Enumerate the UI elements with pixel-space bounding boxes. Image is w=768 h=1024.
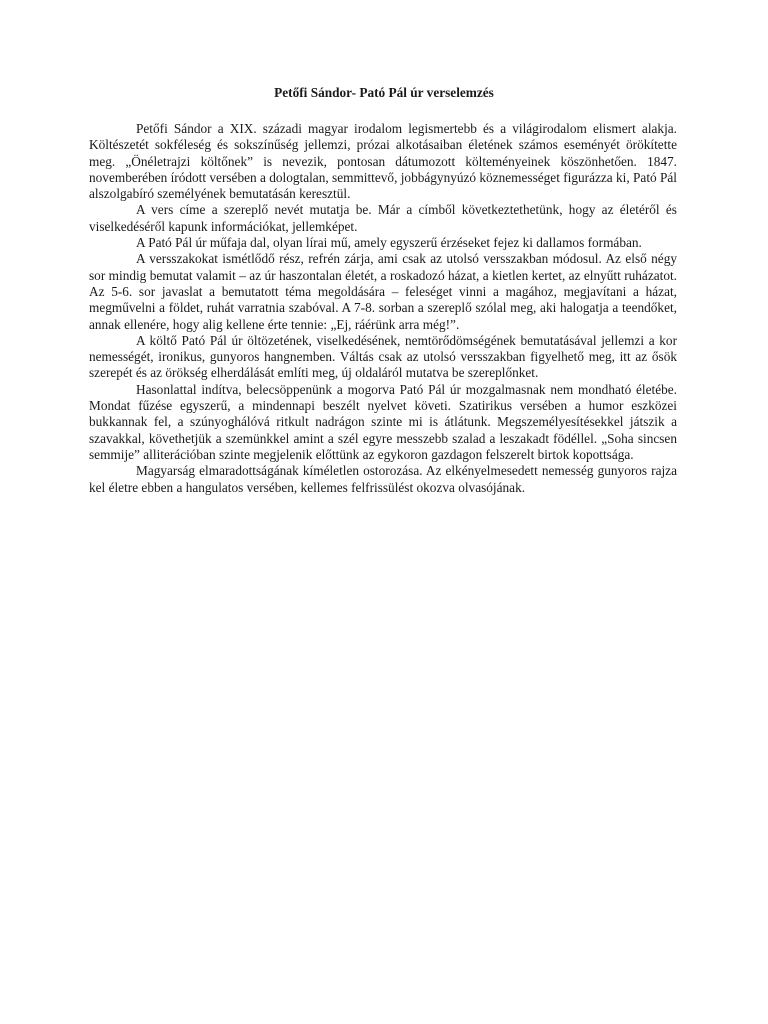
paragraph-2: A vers címe a szereplő nevét mutatja be. Már a címből következtethetünk, hogy az életéről és viselkedéséről kapunk információkat, jellemképet.: [89, 202, 677, 234]
paragraph-3: A Pató Pál úr műfaja dal, olyan lírai mű, amely egyszerű érzéseket fejez ki dallamos formában.: [136, 235, 642, 251]
paragraph-4: A versszakokat ismétlődő rész, refrén zárja, ami csak az utolsó versszakban módosul. Az első négy sor mindig bemutat valamit – az úr haszontalan életét, a roskadozó házat, a kietlen kertet, az elnyűtt ruházatot. Az 5-6. sor javaslat a bemutatott téma megoldására – feleséget vinni a magához, megjavítani a házat, megművelni a földet, ruhát varratnia szabóval. A 7-8. sorban a szereplő szólal meg, aki halogatja a teendőket, annak ellenére, hogy alig kellene érte tennie: „Ej, ráérünk arra még!”.: [89, 251, 677, 332]
document-body: [89, 121, 677, 496]
paragraph-5: A költő Pató Pál úr öltözetének, viselkedésének, nemtörődömségének bemutatásával jellemzi a kor nemességét, ironikus, gunyoros hangnemben. Váltás csak az utolsó versszakban figyelhető meg, itt az ősök szerepét és az örökség elherdálását említi meg, új oldaláról mutatva be szereplőnket.: [89, 332, 677, 381]
paragraph-6: Hasonlattal indítva, belecsöppenünk a mogorva Pató Pál úr mozgalmasnak nem mondható életébe. Mondat fűzése egyszerű, a mindennapi beszélt nyelvet követi. Szatirikus versében a humor eszközei bukkannak fel, a szúnyoghálóvá ritkult nadrágon szinte mi is átlátunk. Megszemélyesítésekkel játszik a szavakkal, követhetjük a szemünkkel amint a szél egyre messzebb szalad a leszakadt födéllel. „Soha sincsen semmije” alliterációban szinte megjelenik előttünk az egykoron gazdagon felszerelt birtok kopottsága.: [89, 381, 677, 462]
document-title: Petőfi Sándor- Pató Pál úr verselemzés: [274, 85, 494, 100]
paragraph-7: Magyarság elmaradottságának kíméletlen ostorozása. Az elkényelmesedett nemesség gunyoros rajza kel életre ebben a hangulatos versében, kellemes felfrissülést okozva olvasójának.: [89, 463, 677, 495]
paragraph-1: Petőfi Sándor a XIX. századi magyar irodalom legismertebb és a világirodalom elismert alakja. Költészetét sokféleség és sokszínűség jellemzi, prózai alkotásaiban életének számos eseményét örökítette meg. „Önéletrajzi költőnek” is nevezik, pontosan dátumozott költeményeinek köszönhetően. 1847. novemberében íródott versében a dologtalan, semmittevő, jobbágynyúzó köznemességet figurázza ki, Pató Pál alszolgabíró személyének bemutatásán keresztül.: [89, 121, 677, 202]
